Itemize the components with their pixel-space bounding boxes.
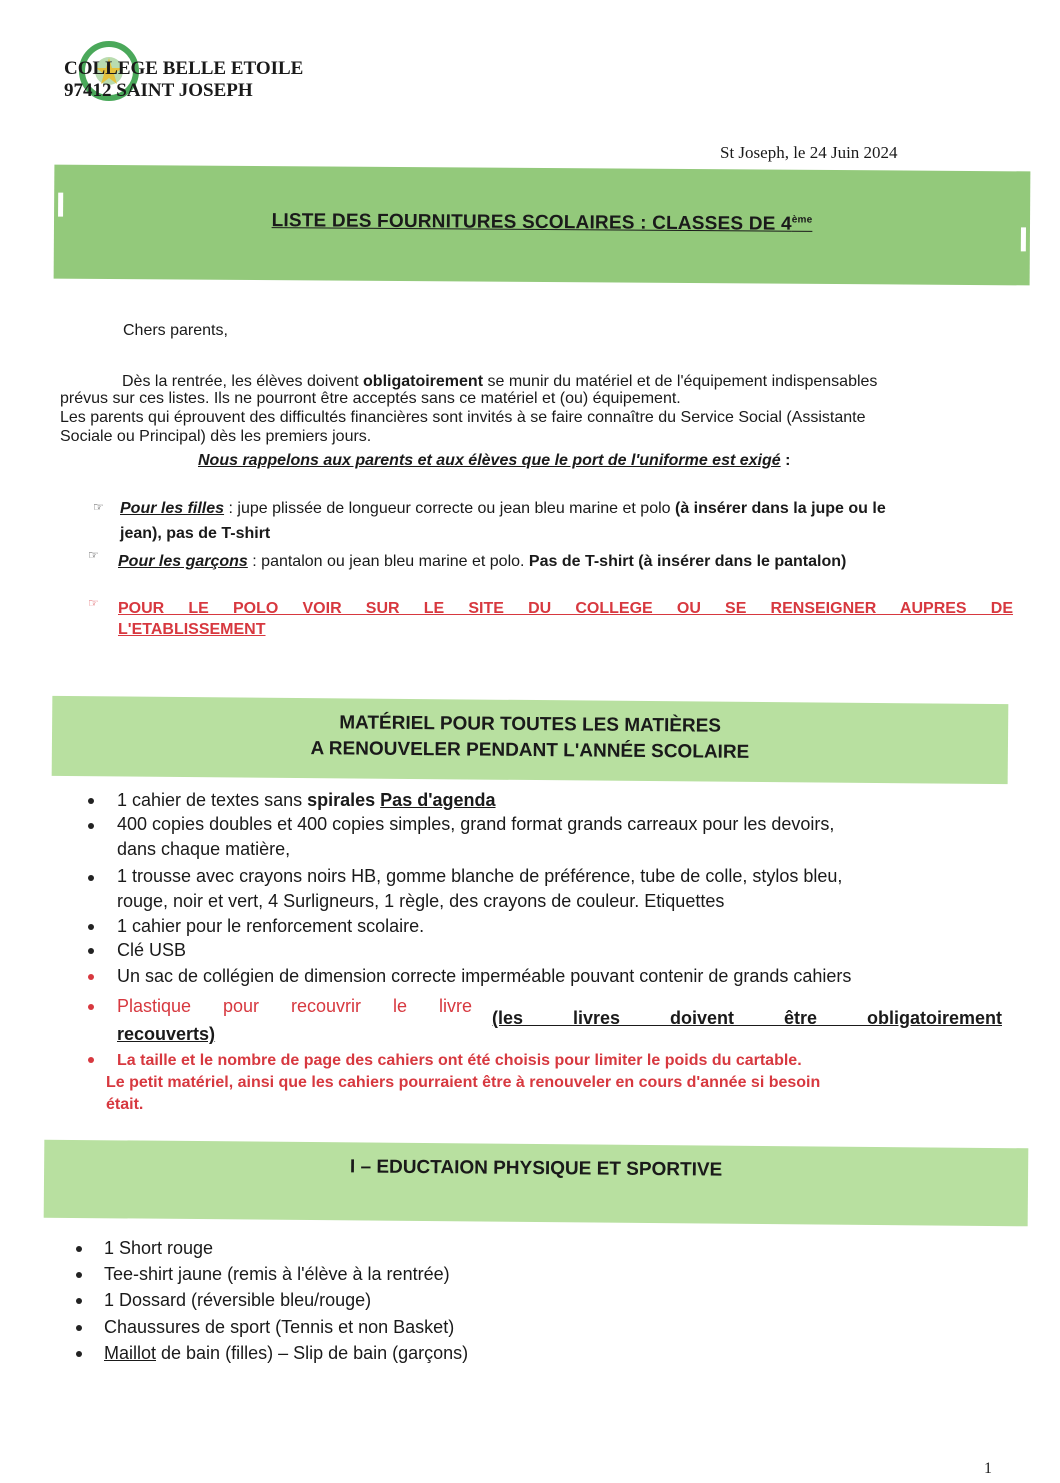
pointing-hand-icon: ☞ [88, 596, 99, 610]
material-item-plastic: Plastique pour recouvrir le livre [117, 996, 472, 1016]
pointing-hand-icon: ☞ [88, 548, 99, 562]
eps-banner [44, 1140, 1029, 1227]
eps-item-maillot: Maillot [104, 1343, 157, 1363]
bullet-icon [76, 1246, 82, 1252]
bullet-icon [88, 798, 94, 804]
material-note-line3: était. [106, 1096, 144, 1113]
materials-banner-line2: A RENOUVELER PENDANT L'ANNÉE SCOLAIRE [310, 738, 750, 763]
materials-banner-line1: MATÉRIEL POUR TOUTES LES MATIÈRES [339, 712, 722, 737]
girls-uniform [120, 500, 1020, 518]
uniform-notice-text: Nous rappelons aux parents et aux élèves que le port de l'uniforme est exigé [198, 452, 781, 469]
eps-item-rest: de bain (filles) – Slip de bain (garçons) [156, 1343, 469, 1363]
document-title [54, 209, 1030, 238]
bullet-icon [76, 1351, 82, 1357]
materials-banner [52, 696, 1009, 784]
school-line2: 97412 SAINT JOSEPH [64, 80, 253, 101]
school-line1: COLLEGE BELLE ETOILE [64, 58, 304, 79]
document-title-sup: ème [791, 214, 813, 226]
material-item: Clé USB [117, 940, 187, 960]
bullet-icon [88, 875, 94, 881]
title-banner [54, 165, 1031, 286]
polo-notice-line2: L'ETABLISSEMENT [118, 621, 266, 638]
intro-p1-line2: prévus sur ces listes. Ils ne pourront être acceptés sans ce matériel et (ou) équipement. [60, 390, 681, 407]
eps-item [104, 1343, 468, 1363]
pointing-hand-icon: ☞ [93, 500, 104, 514]
polo-notice-line1: POUR LE POLO VOIR SUR LE SITE DU COLLEGE OU SE RENSEIGNER AUPRES DE [118, 600, 1013, 617]
uniform-notice [198, 452, 790, 470]
document-title-text: LISTE DES FOURNITURES SCOLAIRES : CLASSES DE 4 [271, 210, 792, 235]
material-1-text: 1 cahier de textes sans [117, 790, 308, 810]
bullet-icon [76, 1298, 82, 1304]
intro-p1-c: se munir du matériel et de l'équipement indispensables [483, 373, 878, 390]
material-item-plastic-cont: recouverts) [117, 1024, 216, 1044]
bullet-icon [88, 1004, 94, 1010]
eps-banner-title: I – EDUCTAION PHYSIQUE ET SPORTIVE [349, 1156, 723, 1181]
eps-item: 1 Short rouge [104, 1238, 214, 1258]
boys-uniform [118, 553, 1018, 571]
document-date: St Joseph, le 24 Juin 2024 [720, 143, 898, 162]
intro-p2-line2: Sociale ou Principal) dès les premiers jours. [60, 428, 372, 445]
boys-text-bold: Pas de T-shirt (à insérer dans le pantalon) [528, 553, 847, 570]
bullet-icon [76, 1272, 82, 1278]
page-number: 1 [984, 1460, 992, 1477]
material-note-line1: La taille et le nombre de page des cahiers ont été choisis pour limiter le poids du cartable. [117, 1052, 802, 1069]
uniform-notice-colon: : [780, 452, 791, 469]
bullet-icon [88, 1057, 94, 1063]
material-item-plastic-bold: (les livres doivent être obligatoirement [492, 1008, 1002, 1028]
material-1-no-agenda: Pas d'agenda [380, 790, 496, 810]
material-item: Un sac de collégien de dimension correcte imperméable pouvant contenir de grands cahiers [117, 966, 852, 986]
intro-p2-line1: Les parents qui éprouvent des difficultés financières sont invités à se faire connaître du Service Social (Assistante [60, 409, 866, 426]
material-item-cont: dans chaque matière, [117, 839, 291, 859]
boys-label: Pour les garçons [118, 553, 248, 570]
school-name [64, 58, 303, 102]
bullet-icon [88, 823, 94, 829]
intro-paragraph-1 [122, 373, 1022, 391]
material-item [117, 790, 496, 810]
material-item: 400 copies doubles et 400 copies simples, grand format grands carreaux pour les devoirs, [117, 814, 835, 834]
eps-item: Chaussures de sport (Tennis et non Basket) [104, 1317, 455, 1337]
girls-uniform-line2: jean), pas de T-shirt [120, 525, 271, 542]
bullet-icon [88, 924, 94, 930]
intro-p1-a: Dès la rentrée, les élèves doivent [122, 373, 364, 390]
bullet-icon [88, 948, 94, 954]
bullet-icon [76, 1325, 82, 1331]
intro-p1-bold: obligatoirement [363, 373, 484, 390]
girls-label: Pour les filles [120, 500, 225, 517]
bullet-icon [88, 974, 94, 980]
material-item-cont: rouge, noir et vert, 4 Surligneurs, 1 règle, des crayons de couleur. Etiquettes [117, 891, 725, 911]
eps-item: 1 Dossard (réversible bleu/rouge) [104, 1290, 372, 1310]
boys-text: : pantalon ou jean bleu marine et polo. [247, 553, 529, 570]
material-item: 1 trousse avec crayons noirs HB, gomme blanche de préférence, tube de colle, stylos bleu, [117, 866, 843, 886]
greeting: Chers parents, [123, 322, 228, 339]
eps-item: Tee-shirt jaune (remis à l'élève à la rentrée) [104, 1264, 450, 1284]
material-1-bold: spirales [307, 790, 376, 810]
girls-text-bold: (à insérer dans la jupe ou le [675, 500, 886, 517]
material-item: 1 cahier pour le renforcement scolaire. [117, 916, 425, 936]
material-note-line2: Le petit matériel, ainsi que les cahiers pourraient être à renouveler en cours d'année si besoin [106, 1074, 821, 1091]
girls-text: : jupe plissée de longueur correcte ou jean bleu marine et polo [224, 500, 675, 517]
